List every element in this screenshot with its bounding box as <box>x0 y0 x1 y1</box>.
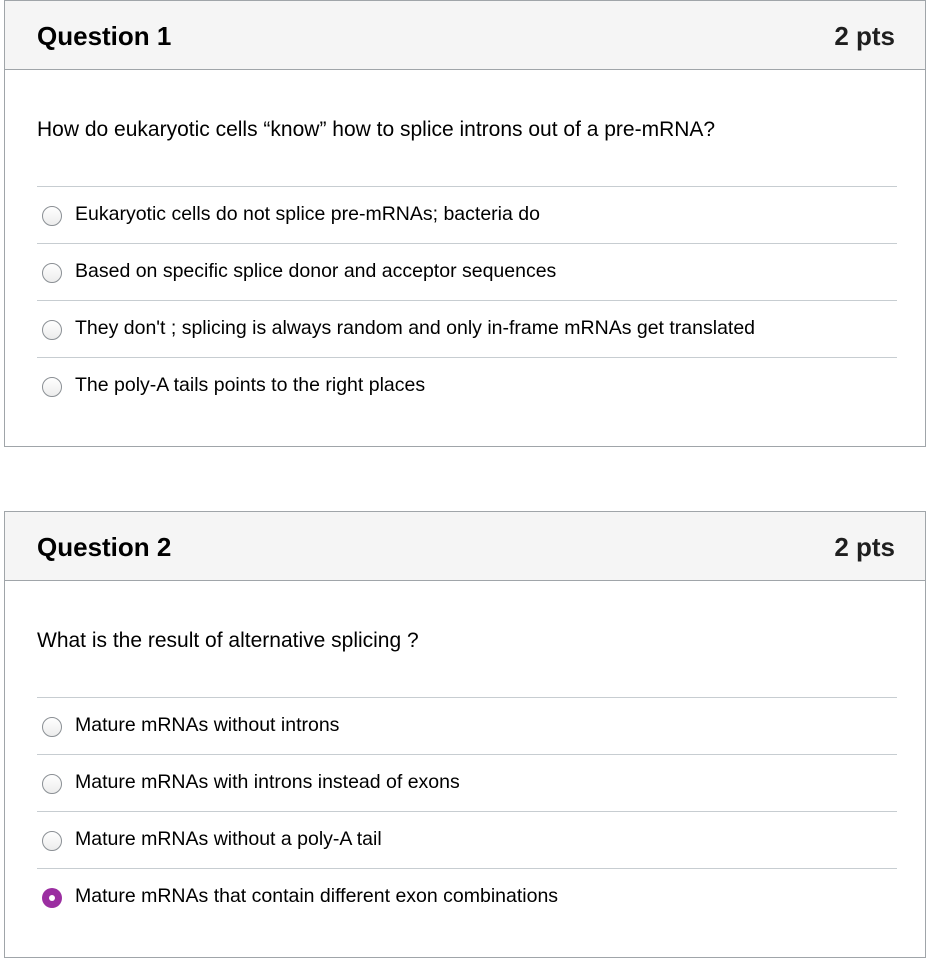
answer-list <box>37 697 897 926</box>
question-title: Question 2 <box>37 532 172 562</box>
question-text: What is the result of alternative splicing ? <box>37 629 419 652</box>
answer-label[interactable]: Mature mRNAs without a poly-A tail <box>75 828 382 850</box>
answer-label[interactable]: Mature mRNAs without introns <box>75 714 340 736</box>
answer-option[interactable] <box>37 698 897 755</box>
answer-label[interactable]: Based on specific splice donor and acceptor sequences <box>75 260 557 282</box>
question-header <box>5 512 925 581</box>
radio-button[interactable] <box>42 206 62 226</box>
radio-button[interactable] <box>42 263 62 283</box>
answer-option[interactable] <box>37 244 897 301</box>
answer-label[interactable]: Eukaryotic cells do not splice pre-mRNAs; bacteria do <box>75 203 540 225</box>
answer-label[interactable]: The poly-A tails points to the right places <box>75 374 426 396</box>
answer-option[interactable] <box>37 301 897 358</box>
answer-option[interactable] <box>37 755 897 812</box>
radio-button[interactable] <box>42 774 62 794</box>
radio-button[interactable] <box>42 717 62 737</box>
answer-label[interactable]: They don't ; splicing is always random and only in-frame mRNAs get translated <box>75 317 756 339</box>
radio-button[interactable] <box>42 831 62 851</box>
answer-option[interactable] <box>37 187 897 244</box>
question-points: 2 pts <box>834 21 895 51</box>
answer-label[interactable]: Mature mRNAs with introns instead of exons <box>75 771 460 793</box>
question-text: How do eukaryotic cells “know” how to splice introns out of a pre-mRNA? <box>37 118 716 141</box>
radio-button[interactable] <box>42 377 62 397</box>
question-points: 2 pts <box>834 532 895 562</box>
answer-option[interactable] <box>37 358 897 415</box>
answer-option[interactable] <box>37 812 897 869</box>
answer-list <box>37 186 897 415</box>
question-2-card <box>4 511 926 958</box>
radio-button-selected[interactable] <box>42 888 62 908</box>
question-1-card <box>4 0 926 447</box>
question-title: Question 1 <box>37 21 172 51</box>
answer-label[interactable]: Mature mRNAs that contain different exon combinations <box>75 885 559 907</box>
question-header <box>5 1 925 70</box>
answer-option-selected[interactable] <box>37 869 897 926</box>
radio-button[interactable] <box>42 320 62 340</box>
